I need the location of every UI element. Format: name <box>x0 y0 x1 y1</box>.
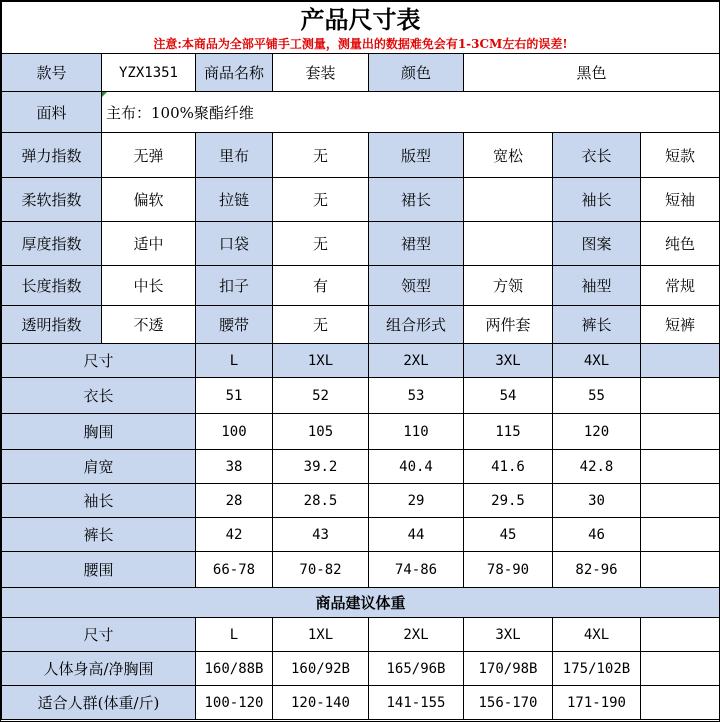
measure-value: 42.8 <box>553 450 641 484</box>
style-no-value: YZX1351 <box>102 54 196 92</box>
weight-row <box>2 686 720 720</box>
weight-value: 120-140 <box>273 686 369 720</box>
attr-label: 组合形式 <box>369 306 464 344</box>
size-col: 1XL <box>273 344 369 378</box>
weight-value: 141-155 <box>369 686 464 720</box>
attr-label: 柔软指数 <box>2 178 102 222</box>
weight-header-row <box>2 618 720 652</box>
measure-value: 28.5 <box>273 484 369 518</box>
size-header-row <box>2 344 720 378</box>
measure-label: 衣长 <box>2 378 196 414</box>
weight-size-col: 3XL <box>464 618 553 652</box>
size-row <box>2 552 720 588</box>
attr-label: 裤长 <box>553 306 641 344</box>
size-col: 3XL <box>464 344 553 378</box>
attr-value: 无 <box>273 222 369 266</box>
weight-section-title: 商品建议体重 <box>2 588 720 618</box>
measure-value: 70-82 <box>273 552 369 588</box>
color-value: 黑色 <box>464 54 720 92</box>
size-header-label: 尺寸 <box>2 344 196 378</box>
measure-value: 29.5 <box>464 484 553 518</box>
measure-value: 46 <box>553 518 641 552</box>
attr-label: 厚度指数 <box>2 222 102 266</box>
attr-value: 短袖 <box>641 178 720 222</box>
weight-value-empty <box>641 686 720 720</box>
measure-value-empty <box>641 518 720 552</box>
measure-value: 44 <box>369 518 464 552</box>
measure-value: 30 <box>553 484 641 518</box>
measure-label: 腰围 <box>2 552 196 588</box>
weight-value: 170/98B <box>464 652 553 686</box>
product-name-label: 商品名称 <box>196 54 273 92</box>
attr-value: 方领 <box>464 266 553 306</box>
measure-value: 82-96 <box>553 552 641 588</box>
size-row <box>2 484 720 518</box>
attribute-row <box>2 306 720 344</box>
weight-value: 160/88B <box>196 652 273 686</box>
fabric-label: 面料 <box>2 92 102 133</box>
attr-value: 两件套 <box>464 306 553 344</box>
measure-label: 胸围 <box>2 414 196 450</box>
attr-label: 裙长 <box>369 178 464 222</box>
weight-row-label: 适合人群(体重/斤) <box>2 686 196 720</box>
measure-value: 55 <box>553 378 641 414</box>
attr-label: 衣长 <box>553 133 641 178</box>
attr-label: 弹力指数 <box>2 133 102 178</box>
measure-value: 110 <box>369 414 464 450</box>
size-col: 2XL <box>369 344 464 378</box>
attr-label: 裙型 <box>369 222 464 266</box>
attr-label: 版型 <box>369 133 464 178</box>
attribute-row <box>2 133 720 178</box>
weight-value: 175/102B <box>553 652 641 686</box>
attribute-row <box>2 222 720 266</box>
attr-value: 纯色 <box>641 222 720 266</box>
attr-label: 扣子 <box>196 266 273 306</box>
attr-value: 无 <box>273 306 369 344</box>
page-title: 产品尺寸表 <box>2 2 720 36</box>
size-row <box>2 414 720 450</box>
attribute-row <box>2 266 720 306</box>
weight-value: 100-120 <box>196 686 273 720</box>
attr-value: 宽松 <box>464 133 553 178</box>
measure-value: 115 <box>464 414 553 450</box>
attr-value: 短裤 <box>641 306 720 344</box>
measurement-notice: 注意:本商品为全部平铺手工测量，测量出的数据难免会有1-3CM左右的误差! <box>2 36 720 54</box>
measure-value: 74-86 <box>369 552 464 588</box>
attr-value: 中长 <box>102 266 196 306</box>
attr-label: 口袋 <box>196 222 273 266</box>
measure-value-empty <box>641 552 720 588</box>
measure-value: 42 <box>196 518 273 552</box>
weight-value: 171-190 <box>553 686 641 720</box>
attr-value: 有 <box>273 266 369 306</box>
attr-label: 腰带 <box>196 306 273 344</box>
measure-value-empty <box>641 450 720 484</box>
measure-value: 41.6 <box>464 450 553 484</box>
attr-value: 无 <box>273 133 369 178</box>
weight-value-empty <box>641 652 720 686</box>
weight-size-col-empty <box>641 618 720 652</box>
attr-value: 偏软 <box>102 178 196 222</box>
attr-label: 长度指数 <box>2 266 102 306</box>
measure-value: 28 <box>196 484 273 518</box>
weight-size-col: L <box>196 618 273 652</box>
measure-value-empty <box>641 484 720 518</box>
measure-value: 45 <box>464 518 553 552</box>
weight-row-label: 人体身高/净胸围 <box>2 652 196 686</box>
attribute-row <box>2 178 720 222</box>
size-chart-table <box>1 1 720 720</box>
measure-label: 肩宽 <box>2 450 196 484</box>
measure-label: 裤长 <box>2 518 196 552</box>
measure-value-empty <box>641 414 720 450</box>
weight-value: 160/92B <box>273 652 369 686</box>
measure-value: 120 <box>553 414 641 450</box>
weight-size-col: 2XL <box>369 618 464 652</box>
measure-label: 袖长 <box>2 484 196 518</box>
color-label: 颜色 <box>369 54 464 92</box>
size-row <box>2 518 720 552</box>
size-row <box>2 450 720 484</box>
attr-label: 里布 <box>196 133 273 178</box>
size-col-empty <box>641 344 720 378</box>
attr-value: 适中 <box>102 222 196 266</box>
measure-value: 39.2 <box>273 450 369 484</box>
attr-value: 常规 <box>641 266 720 306</box>
measure-value: 52 <box>273 378 369 414</box>
attr-value <box>464 178 553 222</box>
measure-value: 54 <box>464 378 553 414</box>
attr-value: 不透 <box>102 306 196 344</box>
attr-label: 袖型 <box>553 266 641 306</box>
attr-value: 无弹 <box>102 133 196 178</box>
attr-label: 图案 <box>553 222 641 266</box>
style-no-label: 款号 <box>2 54 102 92</box>
attr-label: 袖长 <box>553 178 641 222</box>
measure-value: 66-78 <box>196 552 273 588</box>
weight-header-label: 尺寸 <box>2 618 196 652</box>
attr-label: 透明指数 <box>2 306 102 344</box>
measure-value: 43 <box>273 518 369 552</box>
fabric-value: 主布：100%聚酯纤维 <box>102 92 720 133</box>
measure-value: 29 <box>369 484 464 518</box>
product-name-value: 套装 <box>273 54 369 92</box>
attr-value: 短款 <box>641 133 720 178</box>
attr-label: 领型 <box>369 266 464 306</box>
weight-row <box>2 652 720 686</box>
weight-value: 156-170 <box>464 686 553 720</box>
attr-value: 无 <box>273 178 369 222</box>
size-row <box>2 378 720 414</box>
measure-value: 100 <box>196 414 273 450</box>
measure-value: 53 <box>369 378 464 414</box>
measure-value: 40.4 <box>369 450 464 484</box>
measure-value: 38 <box>196 450 273 484</box>
size-col: L <box>196 344 273 378</box>
measure-value-empty <box>641 378 720 414</box>
weight-size-col: 4XL <box>553 618 641 652</box>
measure-value: 51 <box>196 378 273 414</box>
size-col: 4XL <box>553 344 641 378</box>
attr-value <box>464 222 553 266</box>
measure-value: 105 <box>273 414 369 450</box>
measure-value: 78-90 <box>464 552 553 588</box>
weight-size-col: 1XL <box>273 618 369 652</box>
attr-label: 拉链 <box>196 178 273 222</box>
weight-value: 165/96B <box>369 652 464 686</box>
